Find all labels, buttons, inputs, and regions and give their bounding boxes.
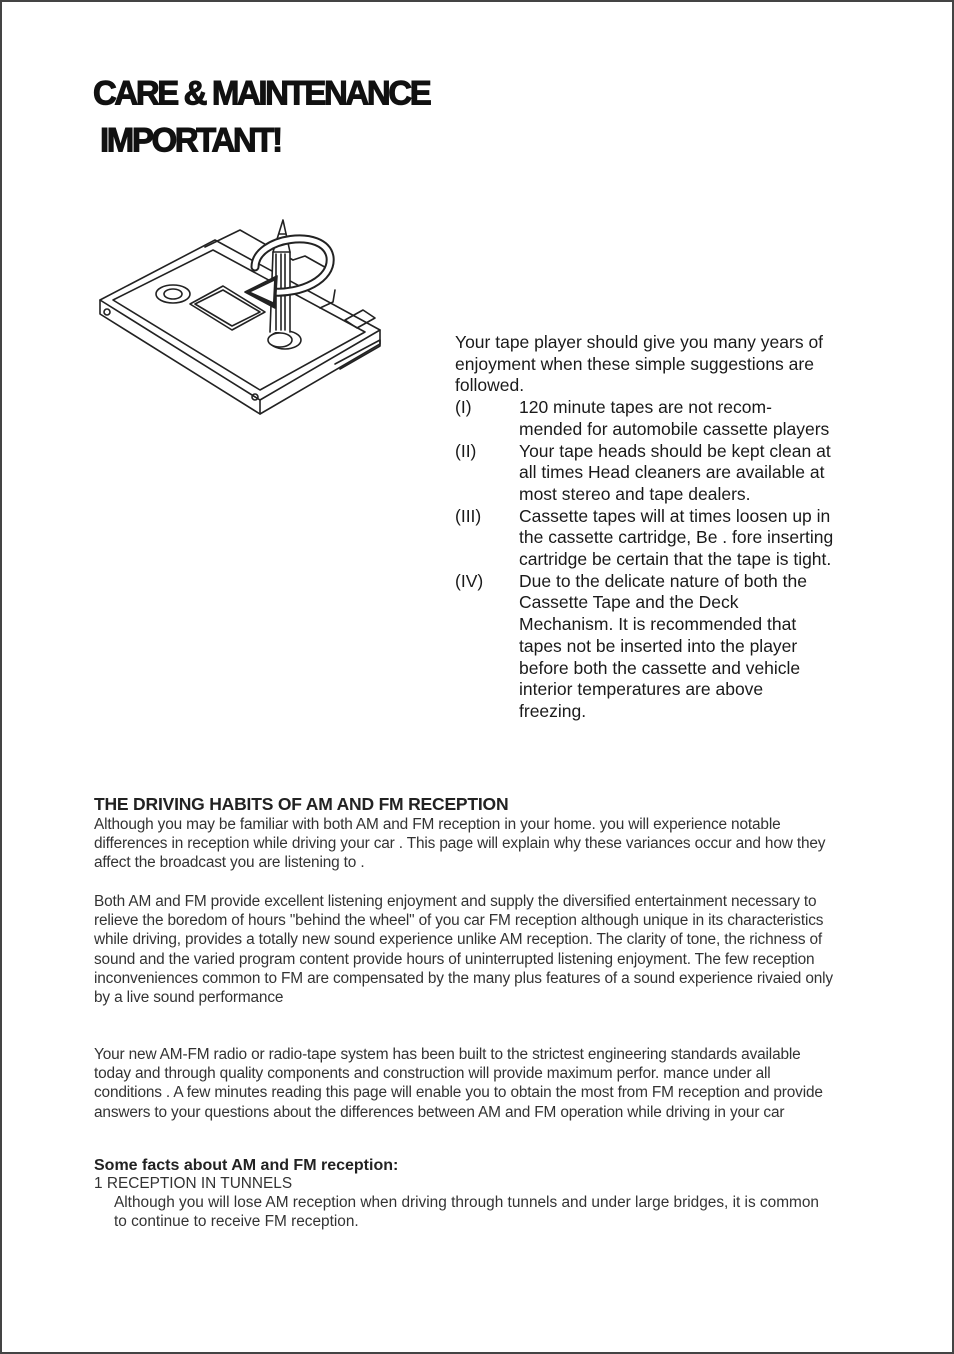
page-title: CARE & MAINTENANCE [93, 73, 430, 112]
item-text: 120 minute tapes are not recom- mended for automobile cassette players [519, 397, 830, 439]
facts-heading: Some facts about AM and FM reception: [94, 1157, 399, 1174]
tape-care-item [455, 571, 835, 723]
item-text: Your tape heads should be kept clean at all times Head cleaners are available at most stereo and tape dealers. [519, 440, 831, 504]
reception-section [94, 794, 834, 873]
facts-section [94, 1157, 834, 1231]
reception-heading: THE DRIVING HABITS OF AM AND FM RECEPTION [94, 794, 509, 814]
tape-care-intro: Your tape player should give you many years of enjoyment when these simple suggestions are followed. [455, 332, 824, 396]
item-number: (II) [455, 440, 477, 461]
tape-care-item [455, 441, 835, 506]
item-text: Cassette tapes will at times loosen up in the cassette cartridge, Be . fore inserting cartridge be certain that the tape is tight. [519, 505, 834, 570]
reception-paragraph: Although you may be familiar with both AM and FM reception in your home. you will experience notable differences in reception while driving your car . This page will explain why these variances occur and how they affect the broadcast you are listening to . [94, 816, 826, 872]
item-number: (IV) [455, 570, 484, 591]
tape-care-item [455, 397, 835, 440]
item-text: Due to the delicate nature of both the Cassette Tape and the Deck Mechanism. It is recommended that tapes not be inserted into the player before both the cassette and vehicle interior temperatures are above freezing. [519, 570, 807, 721]
item-number: (I) [455, 397, 472, 418]
tape-care-section [455, 332, 835, 723]
item-number: (III) [455, 505, 482, 526]
page-subtitle: IMPORTANT! [100, 120, 281, 159]
tape-care-item [455, 506, 835, 571]
reception-paragraph: Both AM and FM provide excellent listening enjoyment and supply the diversified entertainment necessary to relieve the boredom of hours "behind the wheel" of you car FM reception although unique in its characteristics while driving, provides a totally new sound experience unlike AM reception. The clarity of tone, the richness of sound and the varied program content provide hours of uninterrupted listening enjoyment. The few reception inconveniences common to FM are compensated by the many plus features of a sound experience rivaied only by a live sound performance [94, 893, 833, 1007]
reception-paragraph: Your new AM-FM radio or radio-tape system has been built to the strictest engineering standards available today and through quality components and construction will provide maximum perfor. mance under all conditions . A few minutes reading this page will enable you to obtain the most from FM reception and provide answers to your questions about the differences between AM and FM operation while driving in your car [94, 1046, 823, 1121]
fact-body: Although you will lose AM reception when driving through tunnels and under large bridges, it is common to continue to receive FM reception. [114, 1194, 819, 1231]
cassette-pencil-rewind-illustration [95, 212, 390, 417]
reception-section-3 [94, 1045, 834, 1122]
reception-section-2 [94, 892, 834, 1007]
fact-title: 1 RECEPTION IN TUNNELS [94, 1175, 293, 1192]
